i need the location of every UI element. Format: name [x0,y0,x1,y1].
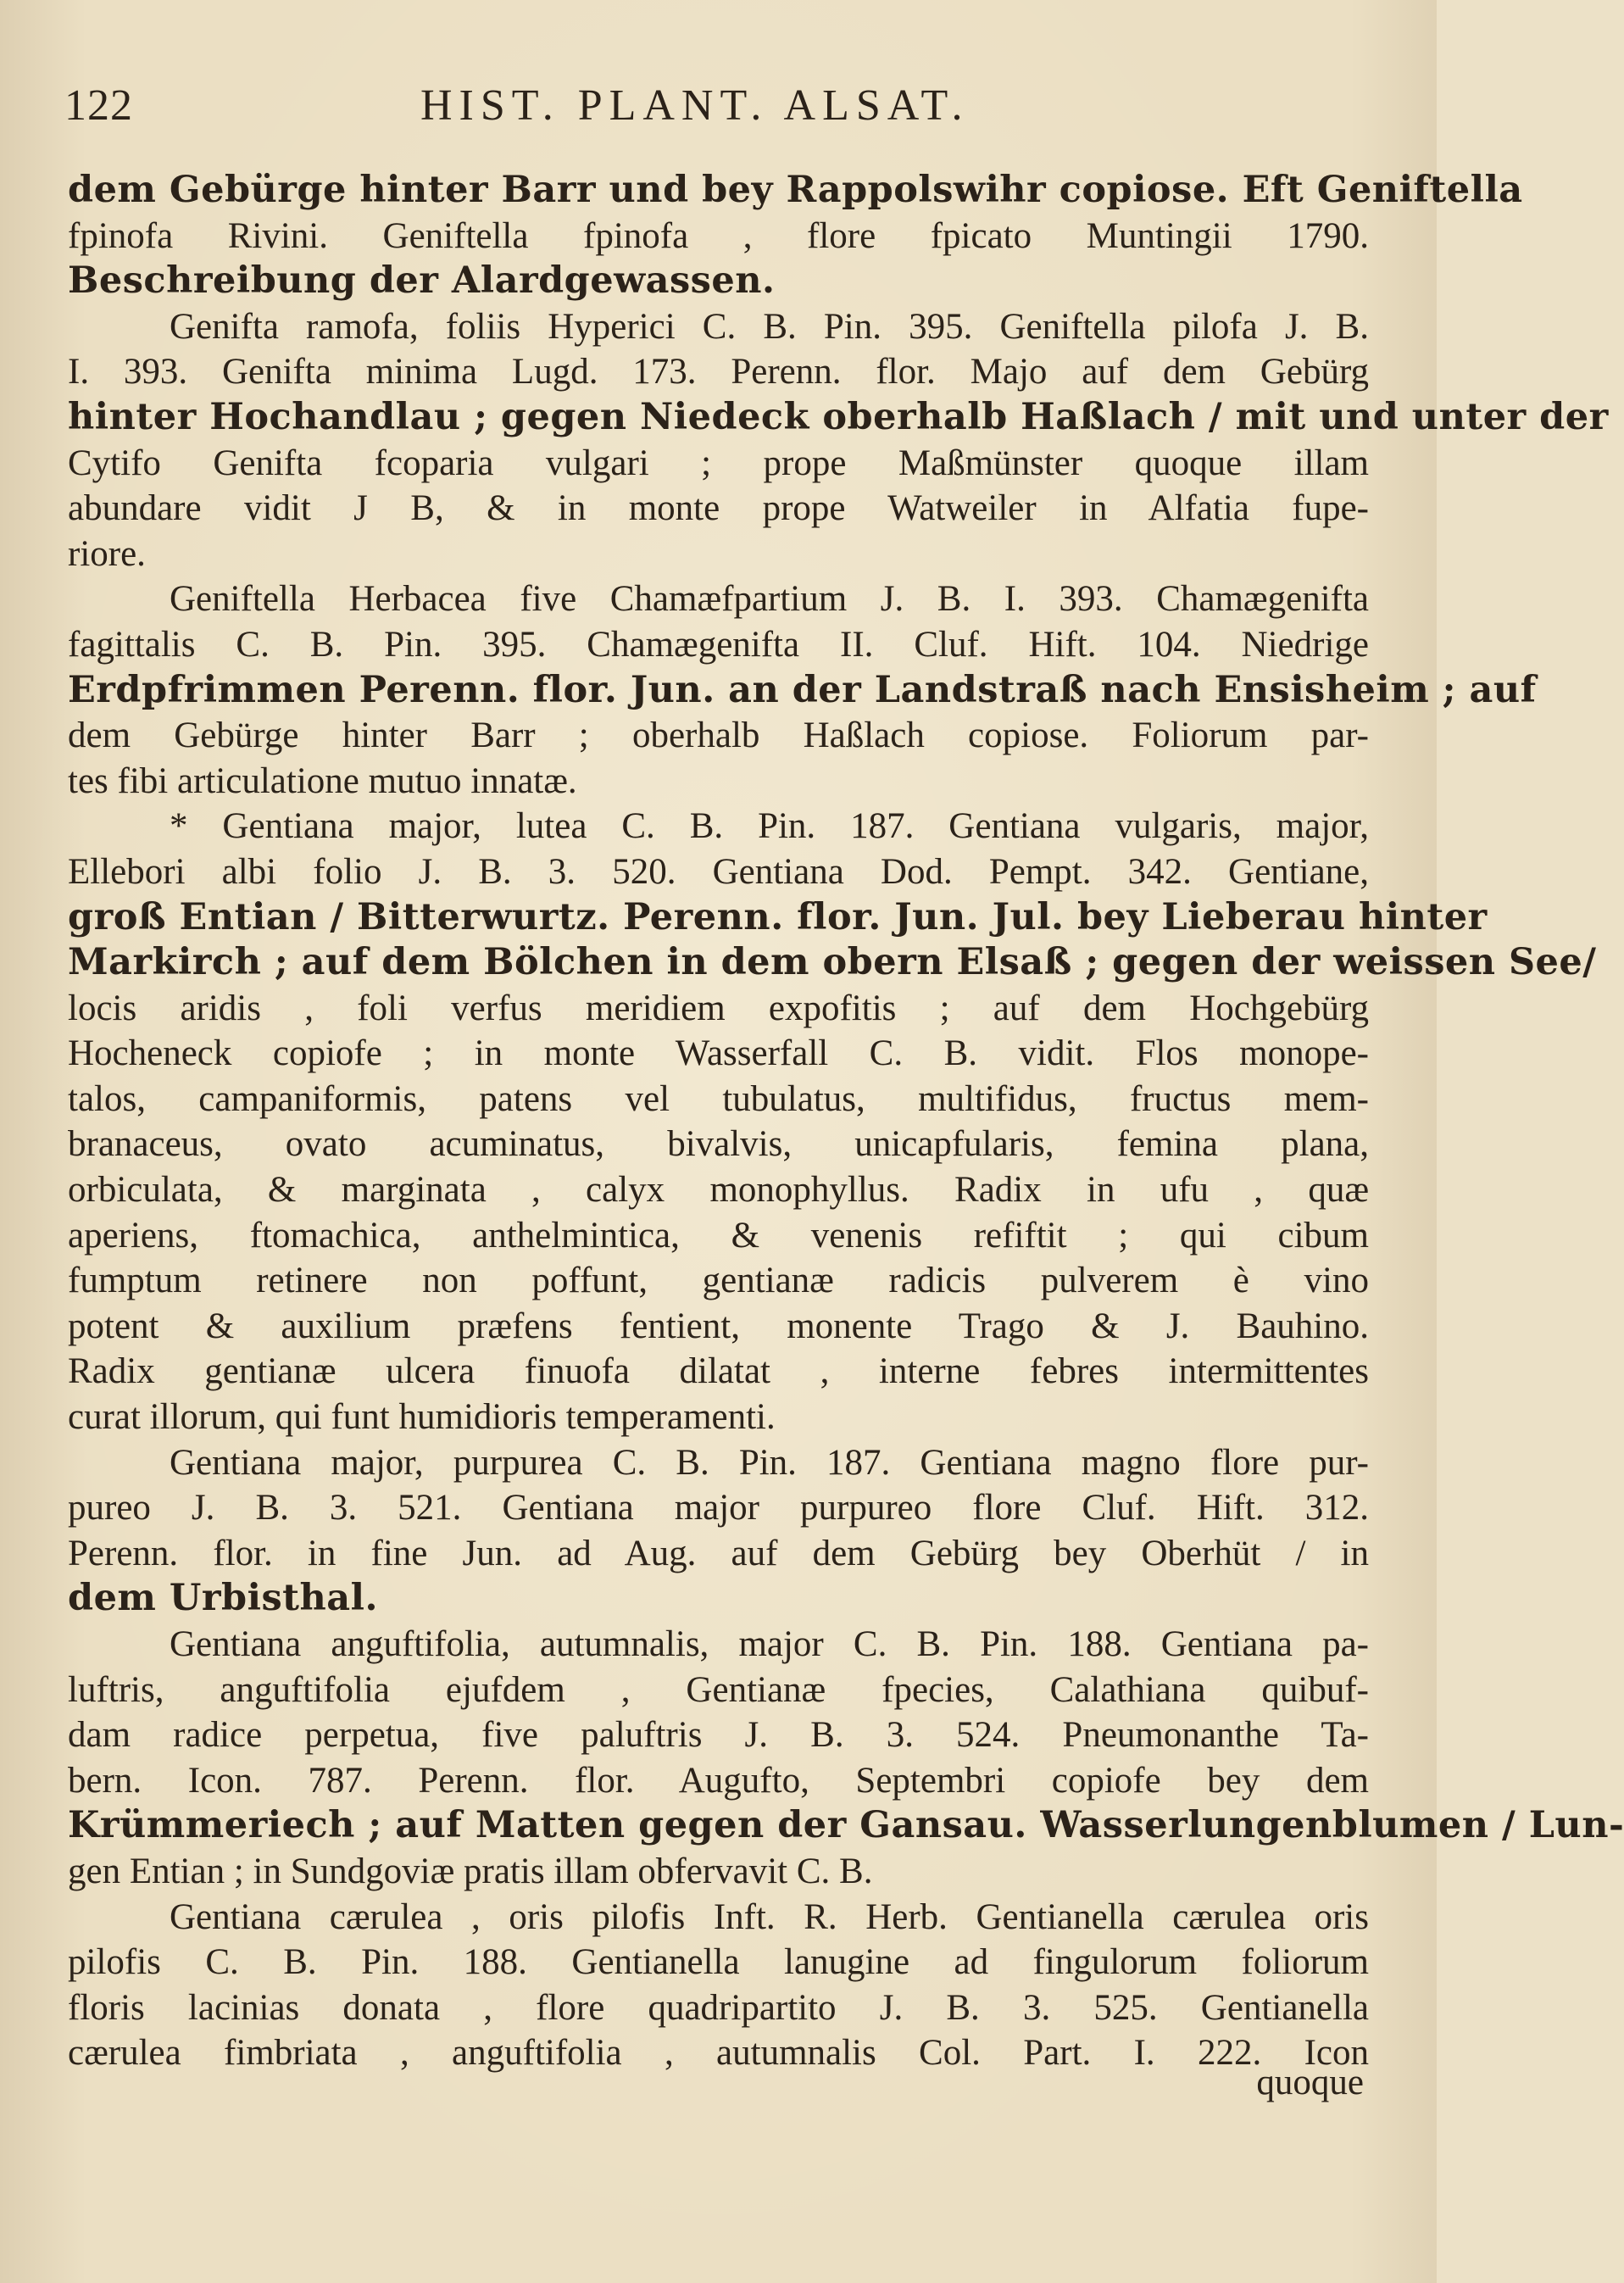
text-line: fumptum retinere non poffunt, gentianæ radicis pulverem è vino [68,1261,1369,1301]
text-line: branaceus, ovato acuminatus, bivalvis, unicapfularis, femina plana, [68,1124,1369,1165]
text-line: gen Entian ; in Sundgoviæ pratis illam obfervavit C. B. [68,1851,873,1891]
text-line: cærulea fimbriata , anguftifolia , autumnalis Col. Part. I. 222. Icon [68,2033,1369,2074]
text-line: dem Gebürge hinter Barr und bey Rappolswihr copiose. Eft Geniftella [68,169,1523,211]
text-line: groß Entian / Bitterwurtz. Perenn. flor. Jun. Jul. bey Lieberau hinter [68,895,1488,938]
text-line: talos, campaniformis, patens vel tubulatus, multifidus, fructus mem- [68,1078,1369,1119]
text-line: Cytifo Genifta fcoparia vulgari ; prope Maßmünster quoque illam [68,443,1369,483]
text-line: Geniftella Herbacea five Chamæfpartium J. B. I. 393. Chamægenifta [170,579,1369,620]
page-number: 122 [64,81,133,130]
text-line: Gentiana major, purpurea C. B. Pin. 187. Gentiana magno flore pur- [170,1442,1369,1483]
text-line: potent & auxilium præfens fentient, monente Trago & J. Bauhino. [68,1306,1369,1346]
text-line: tes fibi articulatione mutuo innatæ. [68,760,577,801]
text-line: Perenn. flor. in fine Jun. ad Aug. auf dem Gebürg bey Oberhüt / in [68,1533,1369,1573]
text-line: fpinofa Rivini. Geniftella fpinofa , flore fpicato Muntingii 1790. [68,215,1369,256]
text-line: dam radice perpetua, five paluftris J. B. 3. 524. Pneumonanthe Ta- [68,1715,1369,1756]
text-line: Beschreibung der Alardgewassen. [68,259,776,303]
text-line: Radix gentianæ ulcera finuofa dilatat , interne febres intermittentes [68,1351,1369,1392]
page-header [64,81,1387,140]
body-text [68,168,1624,2076]
text-line: * Gentiana major, lutea C. B. Pin. 187. Gentiana vulgaris, major, [170,806,1369,847]
text-line: fagittalis C. B. Pin. 395. Chamægenifta II. Cluf. Hift. 104. Niedrige [68,624,1369,665]
text-line: dem Urbisthal. [68,1577,378,1620]
text-line: aperiens, ftomachica, anthelmintica, & venenis refiftit ; qui cibum [68,1215,1369,1256]
text-line: dem Gebürge hinter Barr ; oberhalb Haßlach copiose. Foliorum par- [68,716,1369,756]
text-line: Gentiana anguftifolia, autumnalis, major C. B. Pin. 188. Gentiana pa- [170,1624,1369,1664]
text-line: riore. [68,533,146,574]
text-line: Hocheneck copiofe ; in monte Wasserfall C. B. vidit. Flos monope- [68,1033,1369,1074]
catch-word: quoque [1256,2063,1364,2102]
text-line: Gentiana cærulea , oris pilofis Inft. R. Herb. Gentianella cærulea oris [170,1896,1369,1937]
text-line: curat illorum, qui funt humidioris temperamenti. [68,1397,776,1438]
text-line: floris lacinias donata , flore quadripartito J. B. 3. 525. Gentianella [68,1987,1369,2028]
text-line: luftris, anguftifolia ejufdem , Gentianæ fpecies, Calathiana quibuf- [68,1669,1369,1710]
text-line: orbiculata, & marginata , calyx monophyllus. Radix in ufu , quæ [68,1170,1369,1211]
text-line: Krümmeriech ; auf Matten gegen der Gansau. Wasserlungenblumen / Lun- [68,1804,1624,1847]
text-line: bern. Icon. 787. Perenn. flor. Augufto, Septembri copiofe bey dem [68,1760,1369,1801]
text-line: Ellebori albi folio J. B. 3. 520. Gentiana Dod. Pempt. 342. Gentiane, [68,851,1369,892]
text-line: Erdpfrimmen Perenn. flor. Jun. an der Landstraß nach Ensisheim ; auf [68,668,1537,711]
text-line: Markirch ; auf dem Bölchen in dem obern Elsaß ; gegen der weissen See/ [68,941,1597,984]
text-line: pilofis C. B. Pin. 188. Gentianella lanugine ad fingulorum foliorum [68,1942,1369,1983]
text-line: abundare vidit J B, & in monte prope Watweiler in Alfatia fupe- [68,488,1369,529]
text-line: Genifta ramofa, foliis Hyperici C. B. Pin. 395. Geniftella pilofa J. B. [170,306,1369,347]
text-line: I. 393. Genifta minima Lugd. 173. Perenn. flor. Majo auf dem Gebürg [68,352,1369,393]
running-head: HIST. PLANT. ALSAT. [420,81,970,130]
text-line: pureo J. B. 3. 521. Gentiana major purpureo flore Cluf. Hift. 312. [68,1488,1369,1528]
text-line: locis aridis , foli verfus meridiem expofitis ; auf dem Hochgebürg [68,988,1369,1028]
text-line: hinter Hochandlau ; gegen Niedeck oberhalb Haßlach / mit und unter der [68,395,1609,438]
